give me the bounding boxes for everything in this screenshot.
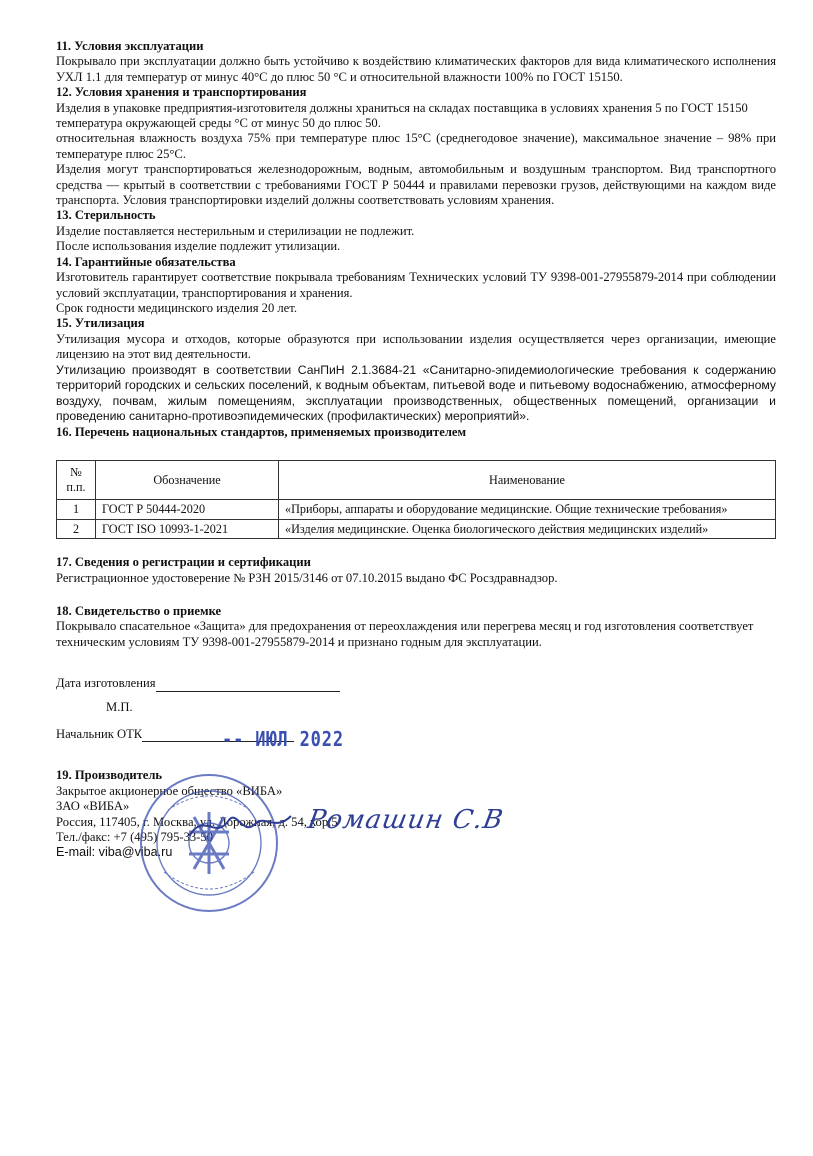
otk-label: Начальник ОТК <box>56 726 143 741</box>
table-row <box>57 499 776 519</box>
table-cell-num: 2 <box>57 519 96 539</box>
manufacturer-name: Закрытое акционерное общество «ВИБА» <box>56 783 283 798</box>
manufacturer-short-name: ЗАО «ВИБА» <box>56 799 130 814</box>
table-cell-num: 1 <box>57 499 96 519</box>
section-13-line1: Изделие поставляется нестерильным и стерилизации не подлежит. <box>56 223 415 238</box>
section-14-line2: Срок годности медицинского изделия 20 лет. <box>56 300 297 315</box>
section-12-title: 12. Условия хранения и транспортирования <box>56 85 307 100</box>
section-15-title: 15. Утилизация <box>56 316 145 331</box>
section-13-line2: После использования изделие подлежит утилизации. <box>56 239 341 254</box>
manufacturer-address: Россия, 117405, г. Москва, ул. Дорожная, д. 54, кор.5 <box>56 814 338 829</box>
table-cell-name: «Изделия медицинские. Оценка биологического действия медицинских изделий» <box>279 519 776 539</box>
table-cell-designation: ГОСТ ISO 10993-1-2021 <box>96 519 279 539</box>
document-body <box>56 39 776 861</box>
section-12-line4: Изделия могут транспортироваться железнодорожным, водным, автомобильным и воздушным транспортом. Вид транспортного средства — крытый в соответствии с требованиями ГОСТ Р 50444 и правилами перевозки грузов, действующими на каждом виде транспорта. Условия транспортировки изделий должны соответствовать условиям хранения. <box>56 162 776 208</box>
table-header-designation: Обозначение <box>96 460 279 499</box>
signer-name: Ромашин С.В <box>305 805 506 835</box>
section-18-title: 18. Свидетельство о приемке <box>56 603 222 618</box>
section-12-line3: относительная влажность воздуха 75% при температуре плюс 15°С (среднегодовое значение), максимальное значение – 98% при температуре плюс 25°С. <box>56 131 776 161</box>
table-cell-name: «Приборы, аппараты и оборудование медицинские. Общие технические требования» <box>279 499 776 519</box>
manufacture-date-line <box>156 691 340 692</box>
table-row <box>57 519 776 539</box>
section-15-line2: Утилизацию производят в соответствии СанПиН 2.1.3684-21 «Санитарно-эпидемиологические требования к содержанию территорий городских и сельских поселений, к водным объектам, питьевой воде и питьевому водоснабжению, атмосферному воздуху, почвам, жилым помещениям, эксплуатации производственных, общественных помещений, организации и проведению санитарно-противоэпидемических (профилактических) мероприятий». <box>56 362 776 424</box>
section-11-title: 11. Условия эксплуатации <box>56 39 204 53</box>
signature-scribble-icon <box>185 806 295 846</box>
standards-table <box>56 460 776 539</box>
section-18-body: Покрывало спасательное «Защита» для предохранения от переохлаждения или перегрева месяц и год изготовления соответствует техническим условиям ТУ 9398-001-27955879-2014 и признано годным для эксплуатации. <box>56 619 754 649</box>
section-19-title: 19. Производитель <box>56 768 163 783</box>
section-15-line1: Утилизация мусора и отходов, которые образуются при использовании изделия осуществляется через организации, имеющие лицензию на этот вид деятельности. <box>56 331 776 362</box>
section-14-line1: Изготовитель гарантирует соответствие покрывала требованиям Технических условий ТУ 9398-001-27955879-2014 при соблюдении условий эксплуатации, транспортирования и хранения. <box>56 270 776 300</box>
table-header-name: Наименование <box>279 460 776 499</box>
section-13-title: 13. Стерильность <box>56 208 156 223</box>
otk-row <box>56 727 776 742</box>
section-11-body: Покрывало при эксплуатации должно быть устойчиво к воздействию климатических факторов для вида климатического исполнения УХЛ 1.1 для температур от минус 40°С до плюс 50 °С и относительной влажности 100% по ГОСТ 15150. <box>56 54 776 84</box>
manufacturer-phone: Тел./факс: +7 (495) 795-33-50 <box>56 830 213 844</box>
section-17-title: 17. Сведения о регистрации и сертификации <box>56 555 311 570</box>
section-14-title: 14. Гарантийные обязательства <box>56 254 236 269</box>
manufacturer-email: E-mail: viba@viba.ru <box>56 845 173 860</box>
table-header-num: № п.п. <box>57 460 96 499</box>
manufacture-date-row <box>56 676 776 691</box>
table-cell-designation: ГОСТ Р 50444-2020 <box>96 499 279 519</box>
manufacture-date-label: Дата изготовления <box>56 676 156 691</box>
section-17-body: Регистрационное удостоверение № РЗН 2015/3146 от 07.10.2015 выдано ФС Росздравнадзор. <box>56 570 558 585</box>
mp-label: М.П. <box>106 699 133 714</box>
section-12-line2: температура окружающей среды °С от минус 50 до плюс 50. <box>56 116 381 131</box>
table-header-row <box>57 460 776 499</box>
section-12-line1: Изделия в упаковке предприятия-изготовителя должны храниться на складах поставщика в условиях хранения 5 по ГОСТ 15150 <box>56 100 748 115</box>
manufacture-date-stamp: -- ИЮЛ 2022 <box>222 727 344 751</box>
section-16-title: 16. Перечень национальных стандартов, применяемых производителем <box>56 424 467 439</box>
